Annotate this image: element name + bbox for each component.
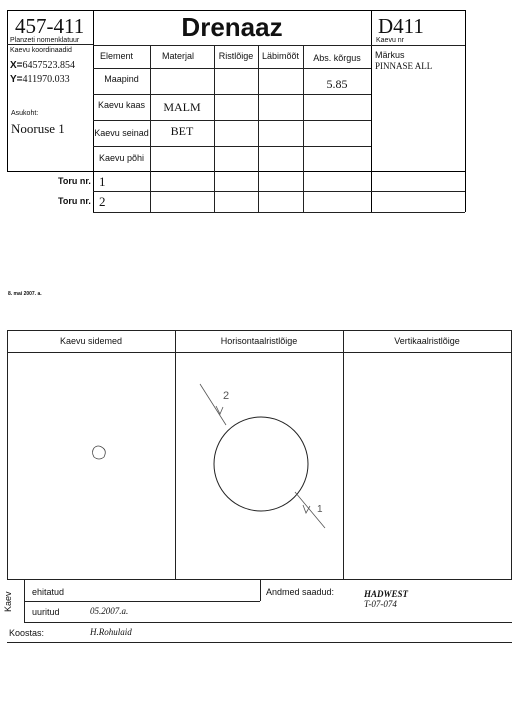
side-label: Kaev — [3, 591, 13, 612]
surveyed-value: 05.2007.a. — [90, 606, 129, 616]
col-header-elevation: Abs. kõrgus — [313, 53, 361, 63]
header-vertical-section: Vertikaalristlõige — [394, 336, 460, 346]
well-circle — [214, 417, 308, 511]
data-from-label: Andmed saadud: — [266, 587, 335, 597]
pipe-2-mark: 2 — [223, 390, 230, 402]
row-element: Maapind — [104, 74, 139, 84]
date-note: 8. mai 2007. a. — [8, 291, 42, 297]
location-label: Asukoht: — [11, 110, 39, 117]
compiler-value: H.Rohulaid — [90, 627, 132, 637]
col-header-cross-section: Ristlõige — [218, 51, 254, 61]
header-horizontal-section: Horisontaalristlõige — [220, 336, 298, 346]
y-value: 411970.033 — [22, 74, 70, 85]
location-value: Nooruse 1 — [11, 121, 65, 136]
col-header-remark: Märkus — [375, 50, 405, 60]
pipe-label: Toru nr. — [58, 176, 91, 186]
row-element: Kaevu kaas — [97, 100, 146, 110]
coords-label: Kaevu koordinaadid — [10, 47, 72, 54]
col-header-element: Element — [99, 51, 134, 61]
row-material: MALM — [163, 100, 201, 114]
compiler-label: Koostas: — [9, 628, 45, 638]
header-well-connections: Kaevu sidemed — [59, 336, 123, 346]
pipe-value: 2 — [99, 194, 106, 209]
well-connection-mark — [93, 446, 106, 459]
well-id: D411 — [378, 14, 424, 38]
pipe-2-arrow — [216, 406, 223, 414]
pipe-value: 1 — [99, 174, 106, 189]
row-element: Kaevu seinad — [94, 128, 149, 138]
surveyed-label: uuritud — [32, 607, 60, 617]
x-coordinate — [10, 60, 75, 71]
col-header-diameter: Läbimõõt — [261, 51, 300, 61]
data-from-code: T-07-074 — [364, 599, 397, 609]
row-elevation: 5.85 — [326, 77, 348, 91]
y-label: Y= — [10, 74, 23, 85]
nomenclature-label: Planzeti nomenklatuur — [10, 37, 80, 44]
data-from-company: HADWEST — [364, 589, 409, 599]
row-element: Kaevu põhi — [98, 153, 145, 163]
remark-value: PINNASE ALL — [375, 61, 433, 71]
x-label: X= — [10, 60, 23, 71]
row-material: BET — [170, 124, 194, 138]
card-title: Drenaaz — [181, 12, 283, 42]
well-no-label: Kaevu nr — [376, 37, 405, 44]
y-coordinate — [10, 74, 70, 85]
col-header-material: Materjal — [161, 51, 194, 61]
sketch-drawing — [7, 352, 512, 579]
pipe-1-mark: 1 — [317, 504, 323, 515]
nomenclature-code: 457-411 — [15, 14, 85, 38]
x-value: 6457523.854 — [22, 60, 76, 71]
built-label: ehitatud — [32, 587, 65, 597]
pipe-label: Toru nr. — [58, 196, 91, 206]
